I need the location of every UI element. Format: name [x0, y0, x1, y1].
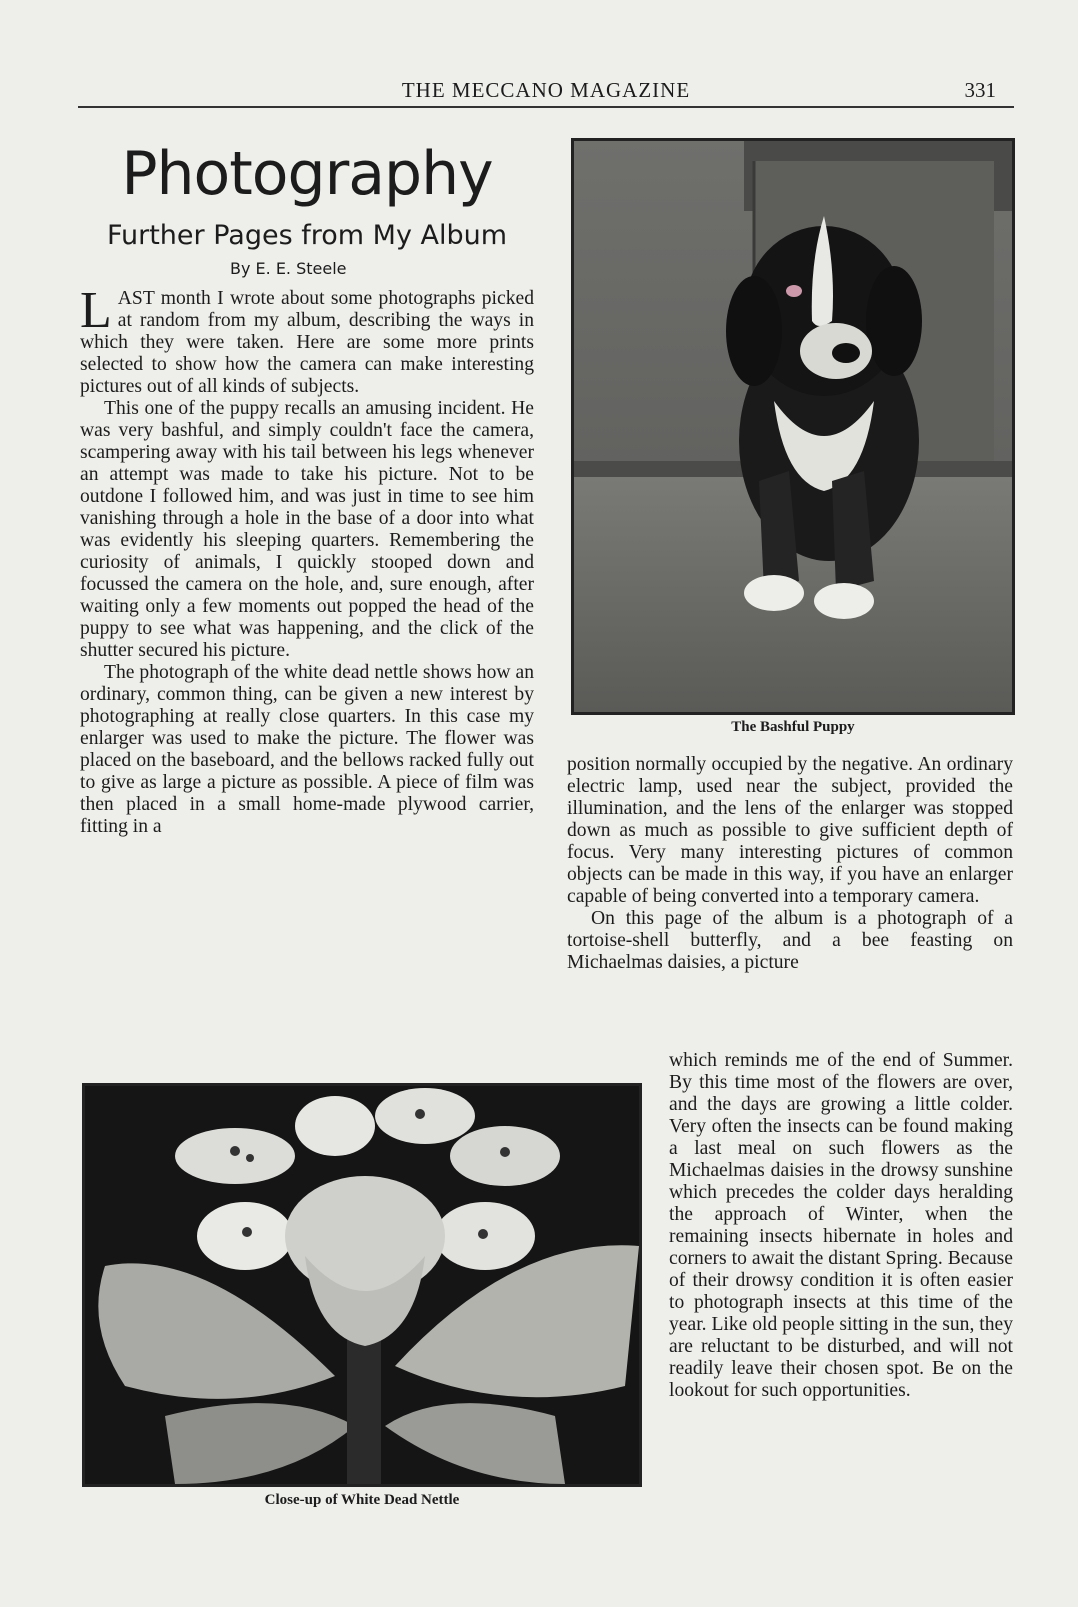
- paragraph-intro: [80, 282, 534, 398]
- nettle-photo: [82, 1083, 642, 1487]
- page-header: [78, 76, 1014, 108]
- article-title: Photography: [121, 139, 493, 209]
- puppy-caption: The Bashful Puppy: [731, 719, 855, 735]
- nettle-caption: Close-up of White Dead Nettle: [264, 1492, 460, 1508]
- nettle-illustration: [85, 1086, 639, 1484]
- left-column: [80, 136, 534, 838]
- drop-cap: L: [80, 282, 112, 339]
- right-column-bottom: [669, 1050, 1013, 1402]
- paragraph-puppy: This one of the puppy recalls an amusing incident. He was very bashful, and simply couldn't face the camera, scampering away with his tail between his legs whenever an attempt was made to take his picture. Not to be outdone I followed him, and was just in time to see him vanishing through a hole in the base of a door into what was evidently his sleeping quarters. Remembering the curiosity of animals, I quickly stooped down and focussed the camera on the hole, and, sure enough, after waiting only a few moments out popped the head of the puppy to see what was happening, and the click of the shutter secured his picture.: [80, 398, 534, 661]
- puppy-illustration: [574, 141, 1012, 712]
- paragraph-enlarger: position normally occupied by the negative. An ordinary electric lamp, used near the subject, provided the illumination, and the lens of the enlarger was stopped down as much as possible to give sufficient depth of focus. Very many interesting pictures of common objects can be made in this way, if you have an enlarger capable of being converted into a temporary camera.: [567, 754, 1013, 907]
- article-subtitle: Further Pages from My Album: [106, 220, 508, 251]
- paragraph-butterfly-start: On this page of the album is a photograph of a tortoise-shell butterfly, and a bee feasting on Michaelmas daisies, a picture: [567, 908, 1013, 973]
- byline: By E. E. Steele: [230, 259, 347, 278]
- magazine-title: THE MECCANO MAGAZINE: [401, 78, 691, 102]
- page-number: 331: [964, 78, 996, 102]
- puppy-photo: [571, 138, 1015, 715]
- paragraph-butterfly-continued: which reminds me of the end of Summer. By this time most of the flowers are over, and the days are growing a little colder. Very often the insects can be found making a last meal on such flowers as the Michaelmas daisies in the drowsy sunshine which precedes the colder days heralding the approach of Winter, when the remaining insects hibernate in holes and corners to await the distant Spring. Because of their drowsy condition it is often easier to photograph insects at this time of the year. Like old people sitting in the sun, they are reluctant to be disturbed, and will not readily leave their chosen spot. Be on the lookout for such opportunities.: [669, 1050, 1013, 1401]
- paragraph-intro-text: AST month I wrote about some photographs picked at random from my album, describing the ways in which they were taken. Here are some more prints selected to show how the camera can make interesting pictures out of all kinds of subjects.: [80, 288, 534, 397]
- paragraph-nettle: The photograph of the white dead nettle shows how an ordinary, common thing, can be given a new interest by photographing at really close quarters. In this case my enlarger was used to make the picture. The flower was placed on the baseboard, and the bellows racked fully out to give as large a picture as possible. A piece of film was then placed in a small home-made plywood carrier, fitting in a: [80, 662, 534, 837]
- right-column-top: [567, 754, 1013, 974]
